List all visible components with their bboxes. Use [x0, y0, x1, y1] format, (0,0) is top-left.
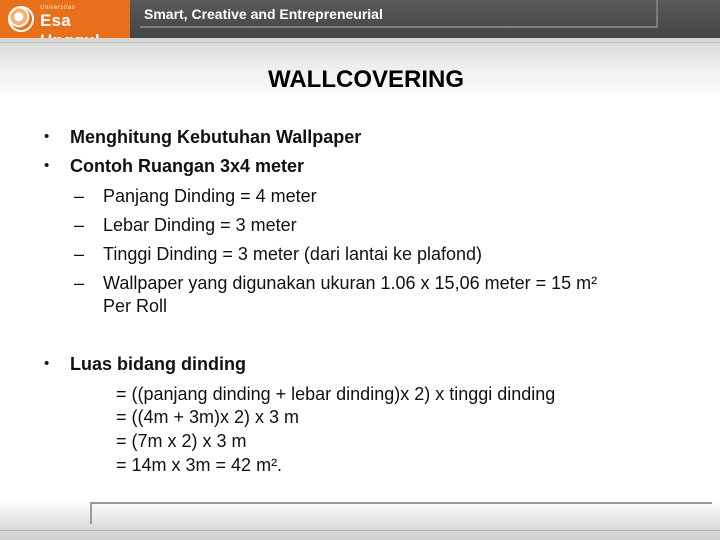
formula-line: = ((4m + 3m)x 2) x 3 m	[116, 407, 300, 427]
footer-frame	[90, 502, 712, 524]
logo-emblem-icon	[8, 6, 34, 32]
dash-icon: –	[74, 186, 85, 206]
sub-bullet-text: Lebar Dinding = 3 meter	[103, 215, 297, 235]
tagline: Smart, Creative and Entrepreneurial	[144, 6, 383, 22]
sub-bullet-text-continued: Per Roll	[103, 296, 168, 316]
header-bar	[0, 0, 720, 38]
sub-bullet-text: Wallpaper yang digunakan ukuran 1.06 x 15,06 meter = 15 m²	[103, 273, 598, 293]
formula-line: = (7m x 2) x 3 m	[116, 431, 247, 451]
dash-icon: –	[74, 215, 85, 235]
formula-line: = ((panjang dinding + lebar dinding)x 2) x tinggi dinding	[116, 384, 556, 404]
slide-title: WALLCOVERING	[268, 66, 464, 93]
bullet-icon: •	[44, 157, 50, 174]
dash-icon: –	[74, 244, 85, 264]
footer-divider	[0, 530, 720, 531]
sub-bullet-text: Panjang Dinding = 4 meter	[103, 186, 317, 206]
bullet-icon: •	[44, 128, 50, 145]
sub-bullet-text: Tinggi Dinding = 3 meter (dari lantai ke plafond)	[103, 244, 483, 264]
formula-line: = 14m x 3m = 42 m².	[116, 455, 283, 475]
university-logo	[0, 0, 130, 38]
dash-icon: –	[74, 273, 85, 293]
bullet-icon: •	[44, 355, 50, 372]
logo-subtext: Universitas	[40, 5, 76, 11]
bullet-text: Luas bidang dinding	[70, 354, 246, 374]
band-divider	[0, 42, 720, 43]
logo-text: Esa	[40, 11, 71, 30]
bullet-text: Contoh Ruangan 3x4 meter	[70, 156, 305, 176]
bullet-text: Menghitung Kebutuhan Wallpaper	[70, 127, 362, 147]
